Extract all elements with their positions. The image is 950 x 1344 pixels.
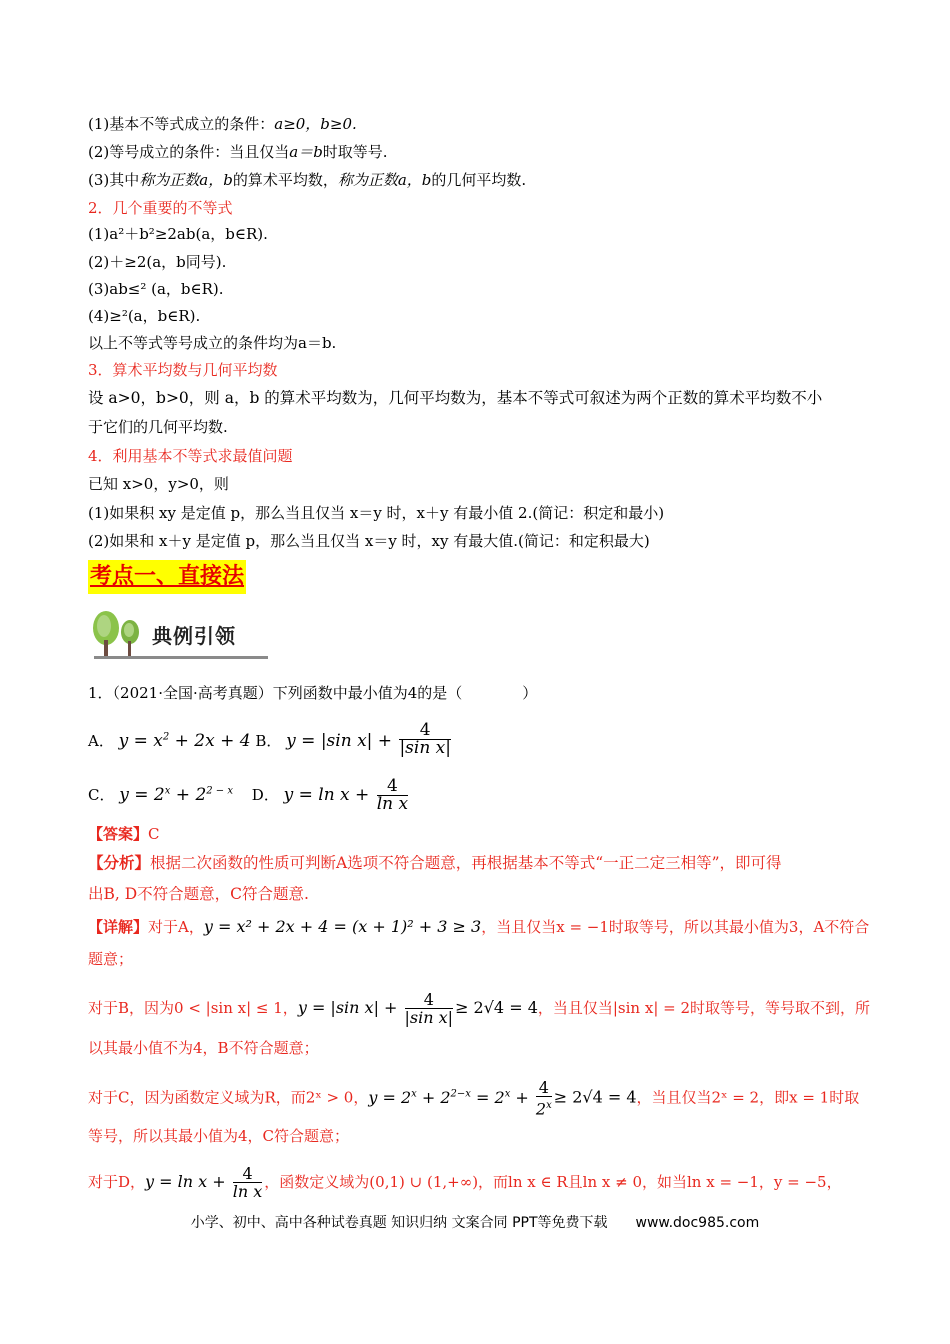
note-3-f: a，b (397, 171, 432, 189)
inequality-2: (2)＋≥2(a，b同号). (88, 253, 227, 271)
banner-title: 典例引领 (152, 624, 236, 648)
section-2-summary: 以上不等式等号成立的条件均为a＝b. (88, 334, 337, 352)
note-3-e: 称为正数 (337, 171, 398, 189)
footer-url[interactable]: www.doc985.com (635, 1215, 760, 1231)
note-1-text: (1)基本不等式成立的条件： (88, 115, 275, 133)
detail-c-line-2: 等号，所以其最小值为4，C符合题意； (88, 1127, 350, 1145)
detail-a-formula: y = x² + 2x + 4 = (x + 1)² + 3 ≥ 3 (203, 917, 482, 936)
answer-value: C (148, 825, 160, 843)
note-3-a: (3)其中 (88, 171, 140, 189)
option-d-formula: y = ln x + $\frac{4}{\text{ln x}}$ (283, 776, 409, 814)
detail-c-suffix: ，当且仅当2ˣ = 2，即x = 1时取 (636, 1088, 860, 1107)
analysis-line-2: 出B, D不符合题意，C符合题意. (88, 885, 309, 903)
detail-label: 【详解】 (88, 918, 149, 936)
option-b-numerator: 4 (399, 722, 451, 740)
section-3-para-1: 设 a>0，b>0，则 a，b 的算术平均数为，几何平均数为，基本不等式可叙述为两个正数的算术平均数不小 (88, 389, 823, 407)
detail-b-suffix: ，当且仅当|sin x| = 2时取等号，等号取不到，所 (537, 999, 871, 1017)
section-4-case-2: (2)如果和 x＋y 是定值 p，那么当且仅当 x＝y 时，xy 有最大值.(简记：和定积最大) (88, 532, 650, 550)
detail-d-line-1 (88, 1165, 842, 1200)
detail-c-formula: $y = 2^x + 2^{2-x} = 2^x$ + $\frac{4}{2^x}$ (368, 1078, 552, 1119)
note-3-b: 称为正数 (139, 171, 200, 189)
analysis-text-1: 根据二次函数的性质可判断A选项不符合题意，再根据基本不等式“一正二定三相等”，即可得 (150, 854, 782, 872)
detail-b-prefix: 对于B，因为0 < |sin x| ≤ 1， (88, 999, 298, 1017)
example-banner (88, 606, 268, 662)
section-heading-direct-method: 考点一、直接法 (88, 560, 246, 594)
inequality-1: (1)a²＋b²≥2ab(a，b∈R). (88, 225, 268, 243)
inequality-3: (3)ab≤² (a，b∈R). (88, 280, 224, 298)
detail-d-formula: y = ln x + $\frac{4}{\text{ln x}}$ (145, 1164, 263, 1201)
inequality-4: (4)≥²(a，b∈R). (88, 307, 201, 325)
footer-text: 小学、初中、高中各种试卷真题 知识归纳 文案合同 PPT等免费下载 (190, 1215, 608, 1231)
trees-icon (88, 606, 148, 662)
detail-c-numerator: 4 (536, 1079, 552, 1097)
note-3-c: a，b (199, 171, 233, 189)
note-1 (88, 114, 357, 134)
note-2-text: (2)等号成立的条件：当且仅当 (88, 143, 290, 161)
option-a-formula: $y = x^2 + 2x + 4$ (118, 731, 251, 751)
option-c-formula: $y = 2^x + 2^{2 - x}$ (119, 785, 234, 805)
section-2-title: 2．几个重要的不等式 (88, 199, 233, 217)
detail-b-bound: ≥ 2√4 = 4 (455, 998, 538, 1017)
detail-a-prefix: 对于A， (148, 918, 204, 936)
option-d-label: D． (251, 786, 279, 804)
option-a-label: A． (88, 732, 114, 750)
section-3-title: 3．算术平均数与几何平均数 (88, 361, 278, 379)
option-b-formula: y = |sin x| + $\frac{4}{\text{|sin x|}}$ (286, 720, 451, 758)
section-4-title: 4．利用基本不等式求最值问题 (88, 447, 293, 465)
note-2-tail: 时取等号. (322, 143, 388, 161)
question-stem: 1．（2021·全国·高考真题）下列函数中最小值为4的是（ ） (88, 684, 538, 702)
detail-a-line-2: 题意； (88, 950, 134, 968)
note-2-condition: a＝b (289, 143, 323, 161)
note-2 (88, 142, 388, 162)
note-3-g: 的几何平均数. (431, 171, 527, 189)
detail-b-line-1 (88, 991, 870, 1026)
detail-a-suffix: ，当且仅当x = −1时取等号，所以其最小值为3，A不符合 (481, 918, 870, 936)
answer-label: 【答案】 (88, 825, 149, 843)
detail-a-line-1 (88, 917, 869, 937)
detail-b-line-2: 以其最小值不为4，B不符合题意； (88, 1039, 319, 1057)
analysis-label: 【分析】 (88, 853, 151, 872)
analysis-line-1 (88, 853, 782, 873)
detail-d-prefix: 对于D， (88, 1173, 146, 1191)
section-3-para-2: 于它们的几何平均数. (88, 418, 228, 436)
note-3-d: 的算术平均数， (232, 171, 338, 189)
detail-b-formula: y = |sin x| + $\frac{4}{\text{|sin x|}}$ (297, 990, 454, 1027)
detail-d-numerator: 4 (233, 1165, 263, 1183)
section-4-case-1: (1)如果积 xy 是定值 p，那么当且仅当 x＝y 时，x＋y 有最小值 2.(简记：积定和最小) (88, 504, 665, 522)
options-row-2 (88, 778, 410, 813)
option-d-numerator: 4 (377, 778, 408, 796)
options-row-1 (88, 720, 453, 759)
option-c-label: C． (88, 786, 115, 804)
detail-b-numerator: 4 (405, 991, 454, 1009)
note-1-condition: a≥0，b≥0. (274, 115, 357, 133)
note-3 (88, 170, 526, 190)
page-footer (0, 1212, 950, 1232)
answer-line (88, 824, 160, 844)
detail-d-suffix: ，函数定义域为(0,1) ∪ (1,+∞)，而ln x ∈ R且ln x ≠ 0，如当ln x = −1，y = −5， (264, 1173, 842, 1191)
detail-c-line-1 (88, 1079, 859, 1117)
option-b-label: B． (255, 732, 282, 750)
banner-underline (94, 656, 268, 659)
detail-c-bound: ≥ 2√4 = 4 (553, 1087, 637, 1107)
detail-c-prefix: 对于C，因为函数定义域为R，而2ˣ > 0， (88, 1088, 369, 1107)
section-4-given: 已知 x>0，y>0，则 (88, 475, 229, 493)
